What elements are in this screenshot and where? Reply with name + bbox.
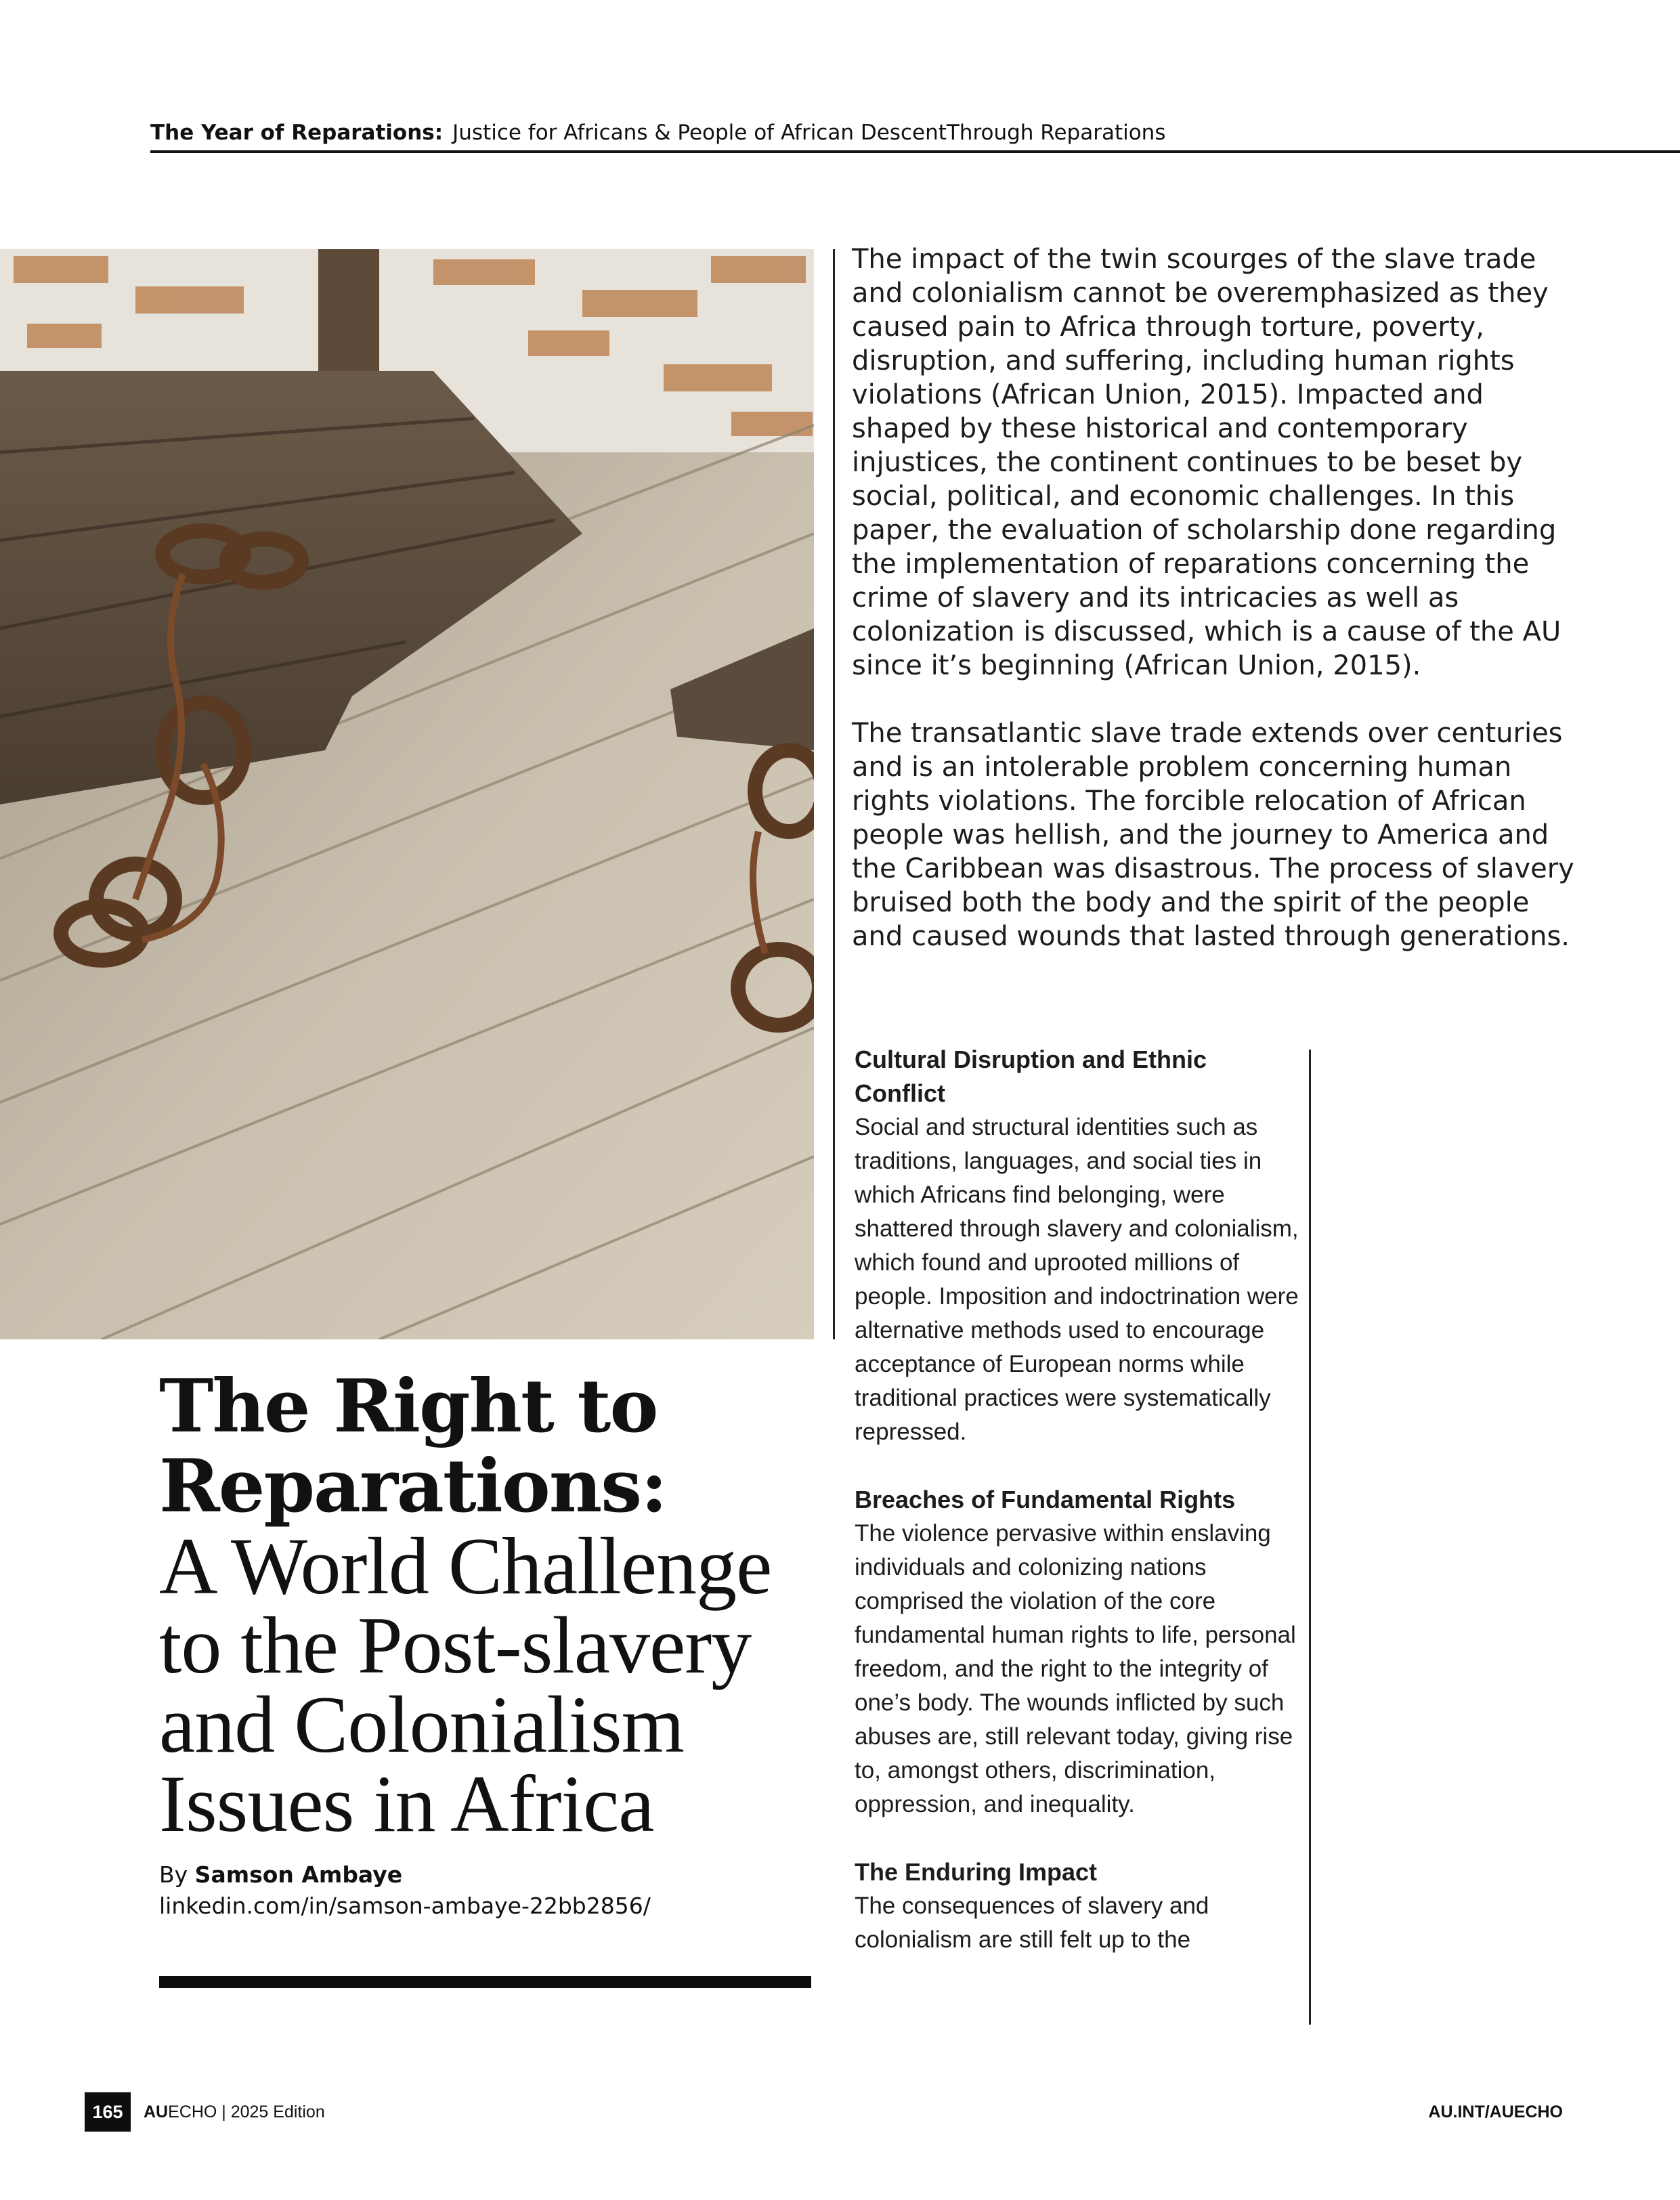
footer-website[interactable]: AU.INT/AUECHO — [1428, 2102, 1563, 2121]
article-subtitle-line-2: to the Post-slavery — [159, 1600, 752, 1690]
section-heading-enduring-impact: The Enduring Impact — [855, 1858, 1098, 1886]
byline-prefix: By — [159, 1861, 188, 1888]
running-header-subtitle: Justice for Africans & People of African DescentThrough Reparations — [452, 121, 1166, 145]
shackles-photo — [0, 249, 814, 1339]
section-heading-cultural-disruption: Cultural Disruption and Ethnic Conflict — [855, 1045, 1207, 1107]
article-title-block — [159, 1364, 809, 1849]
footer-brand-edition: ECHO | 2025 Edition — [168, 2102, 325, 2121]
sidebar-column — [855, 1043, 1301, 1957]
page-number: 165 — [85, 2092, 131, 2132]
body-paragraph-1: The impact of the twin scourges of the slave trade and colonialism cannot be overemphasized as they caused pain to Africa through torture, poverty, disruption, and suffering, including human rights violations (African Union, 2015). Impacted and shaped by these historical and contemporary injustices, the continent continues to be beset by social, political, and economic challenges. In this paper, the evaluation of scholarship done regarding the implementation of reparations concerning the crime of slavery and its intricacies as well as colonization is discussed, which is a cause of the AU since it’s beginning (African Union, 2015). — [852, 244, 1561, 681]
section-text-enduring-impact: The consequences of slavery and colonialism are still felt up to the — [855, 1893, 1209, 1953]
author-name: Samson Ambaye — [194, 1861, 403, 1888]
header-rule — [150, 150, 1680, 153]
article-subtitle-line-3: and Colonialism — [159, 1679, 684, 1769]
author-link[interactable]: linkedin.com/in/samson-ambaye-22bb2856/ — [159, 1893, 651, 1919]
article-intro — [852, 242, 1583, 987]
article-title-line-2: Reparations: — [159, 1444, 666, 1529]
running-header-series: The Year of Reparations: — [150, 121, 444, 145]
column-divider — [833, 249, 835, 1339]
body-paragraph-2: The transatlantic slave trade extends over centuries and is an intolerable problem concerning human rights violations. The forcible relocation of African people was hellish, and the journey to America and the Caribbean was disastrous. The process of slavery bruised both the body and the spirit of the people and caused wounds that lasted through generations. — [852, 718, 1574, 952]
section-text-fundamental-rights: The violence pervasive within enslaving individuals and colonizing nations comprised the violation of the core fundamental human rights to life, personal freedom, and the right to the integrity of one’s body. The wounds inflicted by such abuses are, still relevant today, giving rise to, amongst others, discrimination, oppression, and inequality. — [855, 1520, 1296, 1817]
section-heading-fundamental-rights: Breaches of Fundamental Rights — [855, 1486, 1236, 1513]
footer-publication — [144, 2092, 325, 2132]
byline — [159, 1859, 651, 1922]
sidebar-divider — [1309, 1050, 1311, 2025]
article-title — [159, 1364, 809, 1529]
footer-brand-bold: AU — [144, 2102, 169, 2121]
article-title-line-1: The Right to — [159, 1364, 658, 1449]
article-subtitle-line-1: A World Challenge — [159, 1521, 772, 1611]
title-rule — [159, 1976, 811, 1988]
section-text-cultural-disruption: Social and structural identities such as traditions, languages, and social ties in which Africans find belonging, were shattered through slavery and colonialism, which found and uprooted millions of people. Imposition and indoctrination were alternative methods used to encourage acceptance of European norms while traditional practices were systematically repressed. — [855, 1114, 1299, 1445]
running-header — [150, 116, 1165, 149]
article-subtitle — [159, 1521, 809, 1849]
article-subtitle-line-4: Issues in Africa — [159, 1759, 654, 1849]
